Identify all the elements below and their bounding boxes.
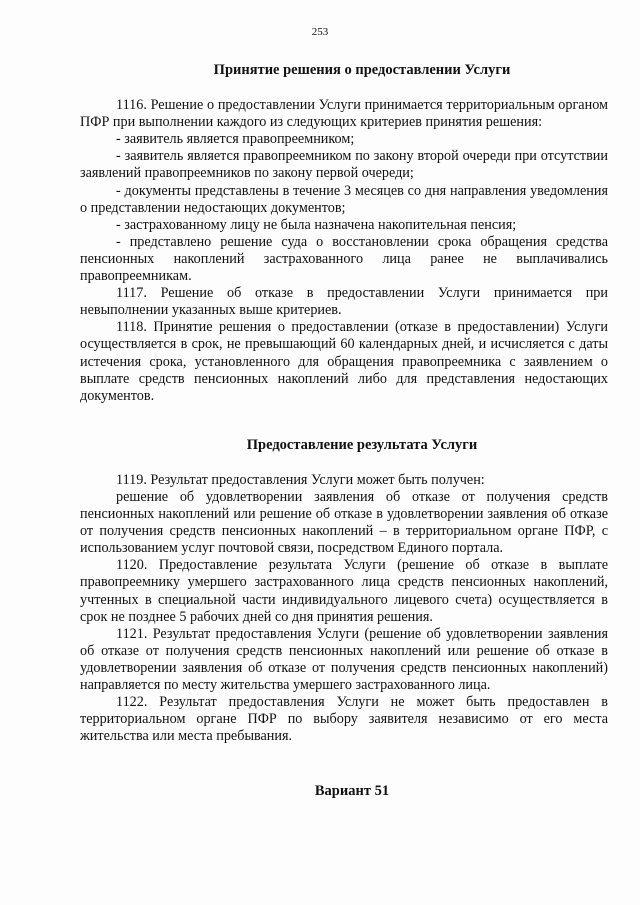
criterion-item: - заявитель является правопреемником; bbox=[116, 131, 355, 148]
paragraph-1118: 1118. Принятие решения о предоставлении (отказе в предоставлении) Услуги осуществляется в срок, не превышающий 60 календарных дней, и исчисляется с даты истечения срока, установленного для обращения правопреемника с заявлением о выплате средств пенсионных накоплений либо для представления недостающих документов. bbox=[80, 319, 608, 404]
section-heading-result: Предоставление результата Услуги bbox=[246, 436, 478, 453]
page-number: 253 bbox=[311, 26, 329, 38]
section-result-body bbox=[80, 472, 608, 746]
paragraph-1120: 1120. Предоставление результата Услуги (решение об отказе в выплате правопреемнику умершего застрахованного лица средств пенсионных накоплений, учтенных в специальной части индивидуального лицевого счета) осуществляется в срок не позднее 5 рабочих дней со дня принятия решения. bbox=[80, 557, 608, 625]
section-decision-body bbox=[80, 97, 608, 405]
criterion-item: - заявитель является правопреемником по закону второй очереди при отсутствии заявлений правопреемников по закону первой очереди; bbox=[80, 148, 608, 182]
section-heading-decision: Принятие решения о предоставлении Услуги bbox=[213, 62, 511, 78]
document-body bbox=[80, 62, 608, 800]
paragraph-1121: 1121. Результат предоставления Услуги (решение об удовлетворении заявления об отказе от получения средств пенсионных накоплений или решение об отказе в удовлетворении заявления об отказе от получения средств пенсионных накоплений) направляется по месту жительства умершего застрахованного лица. bbox=[80, 625, 608, 693]
criterion-item: - застрахованному лицу не была назначена накопительная пенсия; bbox=[116, 216, 517, 233]
paragraph-1116: 1116. Решение о предоставлении Услуги принимается территориальным органом ПФР при выполнении каждого из следующих критериев принятия решения: bbox=[80, 97, 608, 131]
paragraph-1119-item: решение об удовлетворении заявления об отказе от получения средств пенсионных накоплений или решение об отказе в удовлетворении заявления об отказе от получения средств пенсионных накоплений – в территориальном органе ПФР, с использованием услуг почтовой связи, посредством Единого портала. bbox=[80, 488, 608, 557]
section-heading-variant: Вариант 51 bbox=[314, 783, 390, 800]
paragraph-1122: 1122. Результат предоставления Услуги не может быть предоставлен в территориальном органе ПФР по выбору заявителя независимо от его места жительства или места пребывания. bbox=[80, 694, 608, 745]
criterion-item: - документы представлены в течение 3 месяцев со дня направления уведомления о представлении недостающих документов; bbox=[80, 182, 608, 216]
paragraph-1119: 1119. Результат предоставления Услуги может быть получен: bbox=[116, 471, 485, 488]
paragraph-1117: 1117. Решение об отказе в предоставлении Услуги принимается при невыполнении указанных выше критериев. bbox=[80, 285, 608, 319]
criterion-item: - представлено решение суда о восстановлении срока обращения средства пенсионных накоплений застрахованного лица ранее не выплачивались правопреемникам. bbox=[80, 233, 608, 285]
